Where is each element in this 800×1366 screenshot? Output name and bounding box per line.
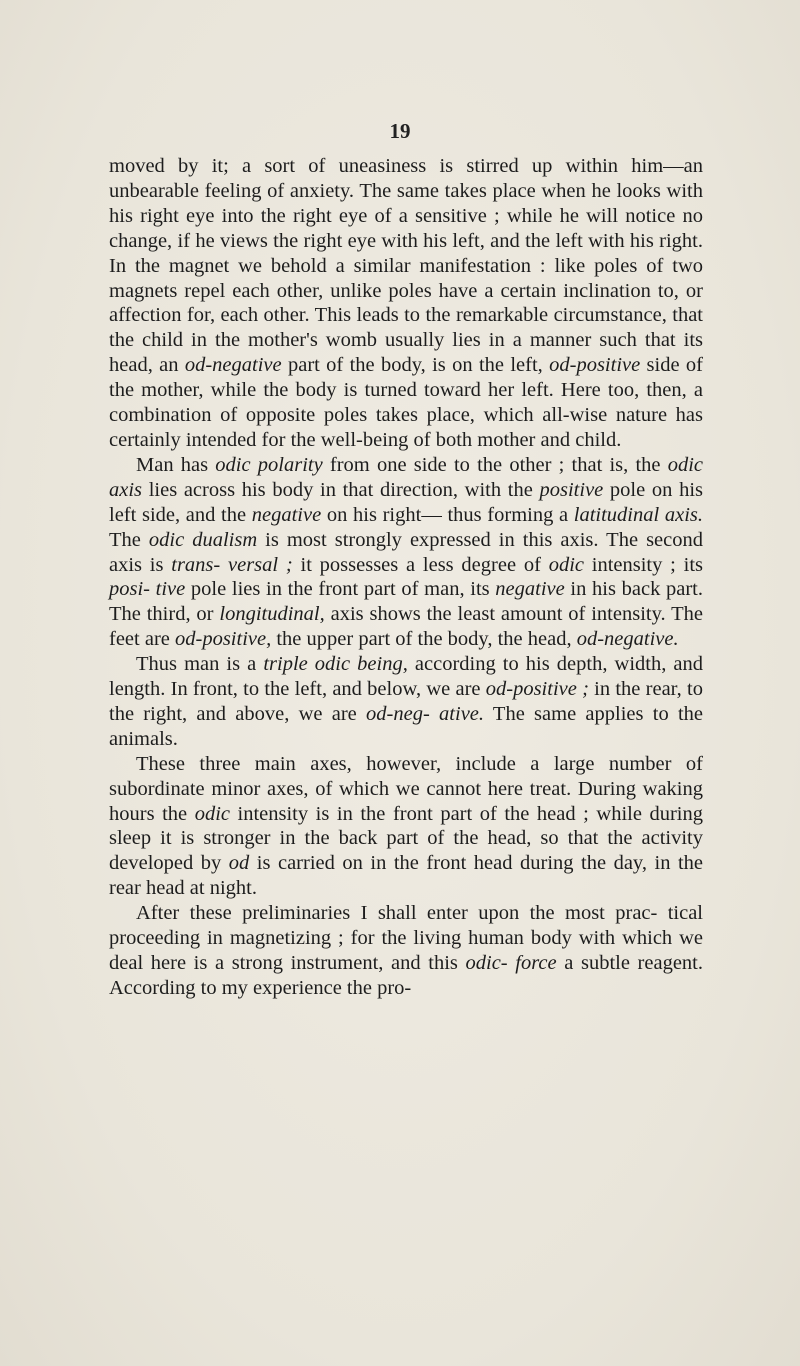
text-segment: After these preliminaries I shall enter upon the most prac- tical proceeding in magnetizing ; for the living human body with which we deal here is a strong instrument, and this [109, 902, 703, 974]
text-segment: in his back part. The third, or [109, 578, 703, 626]
text-segment-italic: triple odic being, [263, 653, 408, 676]
text-segment: Man has [136, 453, 216, 476]
text-segment-italic: od-negative [184, 354, 282, 377]
paragraph-4 [109, 752, 703, 901]
text-segment: These three main axes, however, include a large number of subordinate minor axes, of which we cannot here treat. During waking hours the [109, 752, 703, 825]
text-segment: The same applies to the animals. [109, 702, 703, 750]
text-segment-italic: negative [495, 578, 565, 601]
text-segment-italic: longitudinal, [219, 603, 325, 626]
text-segment-italic: odic [548, 553, 584, 576]
text-segment: it possesses a less degree of [292, 553, 549, 576]
text-segment-italic: odic polarity [215, 453, 323, 476]
body-text [109, 154, 703, 1001]
text-segment: on his right— thus forming a [321, 503, 574, 526]
text-segment-italic: latitudinal axis. [573, 503, 703, 526]
text-segment-italic: odic [194, 802, 230, 825]
text-segment-italic: odic- force [465, 952, 557, 974]
text-segment: in the rear, to the right, and above, we are [109, 678, 704, 725]
text-segment: intensity ; its [583, 553, 703, 576]
text-segment: a subtle reagent. According to my experience the pro- [109, 952, 704, 999]
text-segment-italic: od-positive ; [485, 678, 589, 701]
text-segment-italic: positive [539, 478, 604, 501]
text-segment: is carried on in the front head during the day, in the rear head at night. [109, 852, 703, 900]
paragraph-3 [109, 652, 703, 752]
text-segment-italic: od-positive [549, 354, 641, 377]
text-segment: Thus man is a [136, 653, 264, 676]
text-segment-italic: od-negative. [576, 628, 679, 651]
text-segment: the upper part of the body, the head, [271, 628, 577, 651]
text-segment-italic: odic axis [109, 453, 703, 501]
paragraph-2 [109, 453, 703, 652]
text-segment: intensity is in the front part of the head ; while during sleep it is stronger in the back part of the head, so that the activity developed by [109, 802, 703, 875]
paragraph-5 [109, 901, 703, 1001]
text-segment-italic: trans- versal ; [171, 553, 293, 576]
paragraph-1 [109, 154, 703, 453]
text-segment: The [109, 528, 149, 551]
text-segment-italic: odic dualism [148, 528, 258, 551]
text-segment: pole on his left side, and the [109, 478, 703, 526]
text-segment: pole lies in the front part of man, its [185, 578, 496, 601]
text-segment: side of the mother, while the body is turned toward her left. Here too, then, a combination of opposite poles takes place, which all-wise nature has certainly intended for the well-being of both mother and child. [109, 354, 703, 451]
text-segment-italic: od [228, 852, 250, 875]
text-segment-italic: od-neg- ative. [366, 702, 485, 725]
text-segment: from one side to the other ; that is, the [322, 453, 668, 476]
text-segment-italic: negative [251, 503, 322, 526]
text-segment: moved by it; a sort of uneasiness is stirred up within him—an unbearable feeling of anxiety. The same takes place when he looks with his right eye into the right eye of a sensitive ; while he will notice no change, if he views the right eye with his left, and the left with his right. In the magnet we behold a similar manifestation : like poles of two magnets repel each other, unlike poles have a certain inclination to, or affection for, each other. This leads to the remarkable circumstance, that the child in the mother's womb usually lies in a manner such that its head, an [109, 155, 703, 377]
text-segment: part of the body, is on the left, [281, 354, 550, 377]
text-segment: lies across his body in that direction, with the [142, 478, 540, 501]
text-segment: is most strongly expressed in this axis. The second axis is [109, 528, 703, 576]
page-number: 19 [389, 119, 411, 143]
text-segment-italic: od-positive, [175, 628, 272, 651]
text-segment-italic: posi- tive [109, 578, 186, 601]
text-segment: axis shows the least amount of intensity. The feet are [109, 603, 703, 651]
text-segment: according to his depth, width, and length. In front, to the left, and below, we are [109, 653, 703, 701]
